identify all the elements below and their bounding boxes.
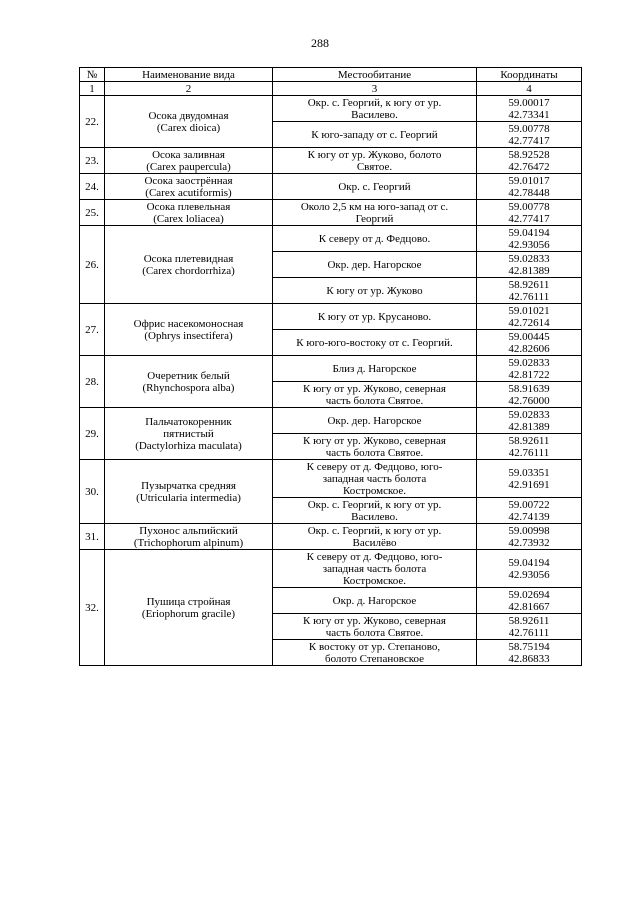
species-name-cell (105, 550, 273, 666)
longitude: 42.86833 (508, 652, 550, 665)
habitat-text: К югу от ур. Жуково (326, 284, 423, 297)
species-name-cell (105, 460, 273, 524)
species-latin-name: (Carex paupercula) (146, 160, 231, 173)
habitat-text: Окр. с. Георгий, к югу от ур. (307, 96, 442, 109)
habitat-text: Костромское. (342, 484, 407, 497)
table-row (80, 356, 582, 382)
species-common-name: Осока заострённая (144, 174, 233, 187)
habitat-cell (273, 356, 477, 382)
habitat-cell (273, 434, 477, 460)
species-latin-name: (Utricularia intermedia) (136, 491, 241, 504)
longitude: 42.91691 (508, 478, 550, 491)
species-common-name: Осока двудомная (148, 109, 229, 122)
page-number: 288 (311, 36, 329, 50)
longitude: 42.78448 (508, 186, 550, 199)
species-name-cell (105, 408, 273, 460)
habitat-text: К югу от ур. Жуково, северная (303, 382, 446, 395)
habitat-text: К юго-западу от с. Георгий (311, 128, 438, 141)
habitat-cell (273, 550, 477, 588)
coordinates-cell (477, 304, 582, 330)
habitat-text: Около 2,5 км на юго-запад от с. (300, 200, 449, 213)
coordinates-cell (477, 226, 582, 252)
habitat-cell (273, 96, 477, 122)
column-numbers-row (80, 82, 582, 96)
latitude: 59.00017 (508, 96, 550, 109)
latitude: 59.02833 (508, 356, 550, 369)
latitude: 59.00778 (508, 122, 550, 135)
habitat-text: К востоку от ур. Степаново, (308, 640, 441, 653)
header-number: № (80, 68, 105, 82)
latitude: 59.00778 (508, 200, 550, 213)
habitat-cell (273, 252, 477, 278)
habitat-cell (273, 614, 477, 640)
longitude: 42.73932 (508, 536, 550, 549)
column-number: 3 (273, 82, 477, 96)
habitat-cell (273, 304, 477, 330)
longitude: 42.81389 (508, 264, 550, 277)
header-coordinates: Координаты (477, 68, 582, 82)
habitat-text: Окр. с. Георгий, к югу от ур. (307, 498, 442, 511)
habitat-text: Окр. с. Георгий (338, 180, 411, 193)
longitude: 42.93056 (508, 238, 550, 251)
longitude: 42.72614 (508, 316, 550, 329)
species-latin-name: (Trichophorum alpinum) (133, 536, 244, 549)
longitude: 42.82606 (508, 342, 550, 355)
latitude: 58.91639 (508, 382, 550, 395)
species-latin-name: (Eriophorum gracile) (141, 607, 236, 620)
longitude: 42.77417 (508, 134, 550, 147)
header-species-name: Наименование вида (105, 68, 273, 82)
habitat-text: Окр. с. Георгий, к югу от ур. (307, 524, 442, 537)
habitat-cell (273, 588, 477, 614)
habitat-cell (273, 148, 477, 174)
species-common-name: Осока плевельная (146, 200, 231, 213)
habitat-text: Георгий (355, 212, 394, 225)
habitat-text: Окр. дер. Нагорское (327, 414, 422, 427)
species-name-cell (105, 304, 273, 356)
species-name-cell (105, 356, 273, 408)
longitude: 42.77417 (508, 212, 550, 225)
coordinates-cell (477, 408, 582, 434)
longitude: 42.93056 (508, 568, 550, 581)
longitude: 42.76111 (508, 626, 550, 639)
habitat-text: Василево. (351, 108, 398, 121)
species-latin-name: (Carex loliacea) (153, 212, 224, 225)
longitude: 42.76111 (508, 446, 550, 459)
species-name-cell (105, 226, 273, 304)
species-common-name: Пухонос альпийский (139, 524, 238, 537)
longitude: 42.74139 (508, 510, 550, 523)
species-latin-name: (Carex dioica) (156, 121, 221, 134)
coordinates-cell (477, 200, 582, 226)
habitat-cell (273, 460, 477, 498)
species-common-name: Пушица стройная (146, 595, 231, 608)
table-row (80, 148, 582, 174)
latitude: 59.03351 (508, 466, 550, 479)
species-number: 27. (80, 304, 105, 356)
column-number: 1 (80, 82, 105, 96)
coordinates-cell (477, 96, 582, 122)
habitat-text: К северу от д. Федцово. (318, 232, 431, 245)
table-row (80, 96, 582, 122)
latitude: 59.04194 (508, 556, 550, 569)
column-number: 2 (105, 82, 273, 96)
habitat-cell (273, 278, 477, 304)
latitude: 59.02833 (508, 252, 550, 265)
coordinates-cell (477, 524, 582, 550)
habitat-text: болото Степановское (324, 652, 425, 665)
habitat-text: К югу от ур. Жуково, северная (303, 614, 446, 627)
species-number: 26. (80, 226, 105, 304)
habitat-text: Костромское. (342, 574, 407, 587)
species-number: 25. (80, 200, 105, 226)
coordinates-cell (477, 434, 582, 460)
column-number: 4 (477, 82, 582, 96)
habitat-text: К северу от д. Федцово, юго- (306, 550, 443, 563)
species-number: 32. (80, 550, 105, 666)
species-name-cell (105, 524, 273, 550)
latitude: 58.92528 (508, 148, 550, 161)
species-number: 23. (80, 148, 105, 174)
species-common-name: Пузырчатка средняя (141, 479, 236, 492)
longitude: 42.73341 (508, 108, 550, 121)
coordinates-cell (477, 174, 582, 200)
coordinates-cell (477, 498, 582, 524)
latitude: 58.92611 (508, 614, 550, 627)
species-common-name: Офрис насекомоносная (133, 317, 244, 330)
species-common-name: Очеретник белый (147, 369, 230, 382)
habitat-text: К югу от ур. Жуково, болото (307, 148, 442, 161)
habitat-text: К северу от д. Федцово, юго- (306, 460, 443, 473)
species-latin-name: (Carex chordorrhiza) (142, 264, 235, 277)
table-row (80, 200, 582, 226)
coordinates-cell (477, 330, 582, 356)
coordinates-cell (477, 148, 582, 174)
habitat-cell (273, 640, 477, 666)
species-number: 29. (80, 408, 105, 460)
coordinates-cell (477, 614, 582, 640)
longitude: 42.76000 (508, 394, 550, 407)
habitat-text: Окр. д. Нагорское (332, 594, 417, 607)
coordinates-cell (477, 122, 582, 148)
habitat-text: К югу от ур. Жуково, северная (303, 434, 446, 447)
latitude: 58.92611 (508, 278, 550, 291)
species-number: 30. (80, 460, 105, 524)
habitat-text: Окр. дер. Нагорское (327, 258, 422, 271)
species-name-cell (105, 174, 273, 200)
species-latin-name: (Rhynchospora alba) (142, 381, 235, 394)
species-number: 24. (80, 174, 105, 200)
species-common-name: пятнистый (163, 427, 214, 440)
habitat-cell (273, 330, 477, 356)
habitat-text: Близ д. Нагорское (332, 362, 417, 375)
species-latin-name: (Dactylorhiza maculata) (135, 439, 242, 452)
habitat-text: часть болота Святое. (325, 446, 424, 459)
habitat-text: Василево. (351, 510, 398, 523)
species-number: 28. (80, 356, 105, 408)
habitat-cell (273, 498, 477, 524)
coordinates-cell (477, 356, 582, 382)
species-latin-name: (Ophrys insectifera) (144, 329, 233, 342)
species-common-name: Пальчатокоренник (145, 415, 232, 428)
table-row (80, 174, 582, 200)
species-name-cell (105, 200, 273, 226)
species-table (79, 67, 582, 666)
coordinates-cell (477, 460, 582, 498)
longitude: 42.76472 (508, 160, 550, 173)
habitat-cell (273, 226, 477, 252)
header-habitat: Местообитание (273, 68, 477, 82)
habitat-text: К югу от ур. Крусаново. (317, 310, 432, 323)
coordinates-cell (477, 550, 582, 588)
latitude: 59.04194 (508, 226, 550, 239)
species-number: 22. (80, 96, 105, 148)
table-row (80, 460, 582, 498)
habitat-cell (273, 382, 477, 408)
species-name-cell (105, 96, 273, 148)
species-common-name: Осока заливная (152, 148, 225, 161)
species-common-name: Осока плетевидная (143, 252, 234, 265)
habitat-cell (273, 524, 477, 550)
habitat-text: западная часть болота (322, 562, 427, 575)
table-row (80, 226, 582, 252)
latitude: 59.00445 (508, 330, 550, 343)
habitat-cell (273, 200, 477, 226)
longitude: 42.76111 (508, 290, 550, 303)
species-number: 31. (80, 524, 105, 550)
latitude: 59.02833 (508, 408, 550, 421)
header-row (80, 68, 582, 82)
species-name-cell (105, 148, 273, 174)
longitude: 42.81722 (508, 368, 550, 381)
habitat-cell (273, 122, 477, 148)
habitat-cell (273, 408, 477, 434)
latitude: 59.01021 (508, 304, 550, 317)
latitude: 59.00998 (508, 524, 550, 537)
latitude: 59.02694 (508, 588, 550, 601)
coordinates-cell (477, 382, 582, 408)
coordinates-cell (477, 278, 582, 304)
table-row (80, 408, 582, 434)
species-latin-name: (Carex acutiformis) (145, 186, 232, 199)
habitat-text: К юго-юго-востоку от с. Георгий. (296, 336, 453, 349)
habitat-cell (273, 174, 477, 200)
table-row (80, 304, 582, 330)
table-body (80, 96, 582, 666)
coordinates-cell (477, 252, 582, 278)
habitat-text: западная часть болота (322, 472, 427, 485)
table-row (80, 524, 582, 550)
habitat-text: Святое. (356, 160, 393, 173)
coordinates-cell (477, 640, 582, 666)
habitat-text: Василёво (352, 536, 397, 549)
longitude: 42.81389 (508, 420, 550, 433)
latitude: 58.75194 (508, 640, 550, 653)
coordinates-cell (477, 588, 582, 614)
habitat-text: часть болота Святое. (325, 626, 424, 639)
table-row (80, 550, 582, 588)
latitude: 59.00722 (508, 498, 550, 511)
longitude: 42.81667 (508, 600, 550, 613)
latitude: 59.01017 (508, 174, 550, 187)
latitude: 58.92611 (508, 434, 550, 447)
habitat-text: часть болота Святое. (325, 394, 424, 407)
